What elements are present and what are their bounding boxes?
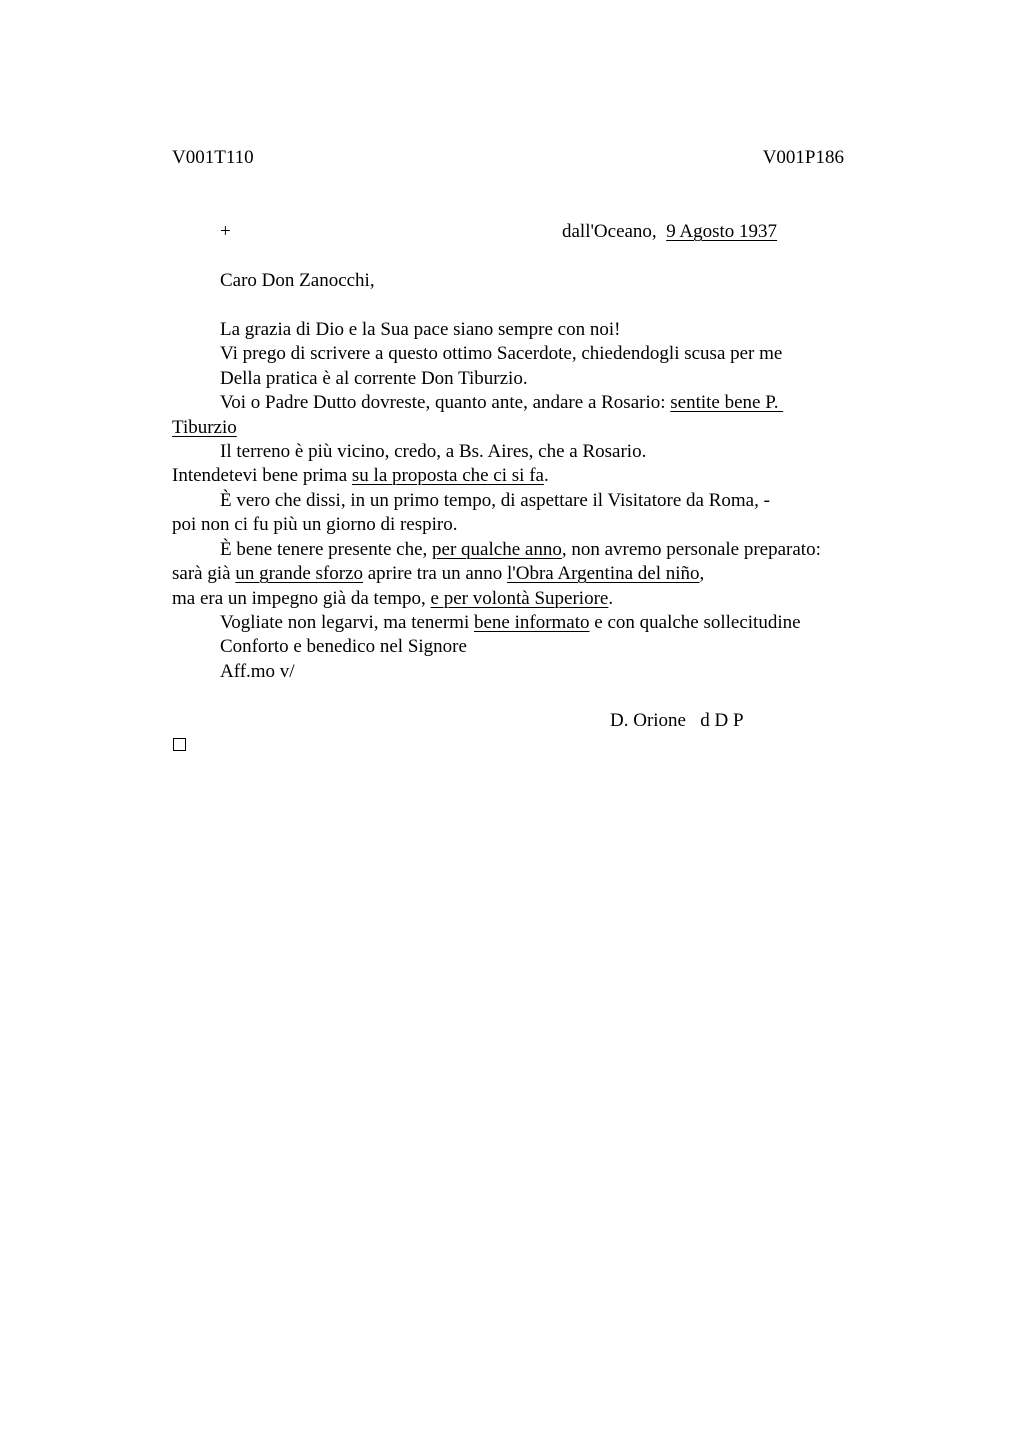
letter-line: Voi o Padre Dutto dovreste, quanto ante, andare a Rosario: sentite bene P. [220, 392, 784, 413]
underlined-text: l'Obra Argentina del niño [507, 563, 700, 584]
letter-place: dall'Oceano, [562, 221, 657, 242]
letter-line [172, 416, 237, 440]
letter-line: Vogliate non legarvi, ma tenermi bene informato e con qualche sollecitudine [220, 612, 801, 633]
underlined-text: su la proposta che ci si fa [351, 465, 544, 486]
letter-date: 9 Agosto 1937 [666, 221, 778, 242]
document-code-left: V001T110 [172, 147, 254, 168]
letter-line: Vi prego di scrivere a questo ottimo Sacerdote, chiedendogli scusa per me [220, 343, 783, 364]
underlined-text: per qualche anno [432, 539, 562, 560]
letter-line: Il terreno è più vicino, credo, a Bs. Aires, che a Rosario. [220, 441, 647, 462]
underlined-text: Tiburzio [172, 417, 237, 438]
end-marker-box [173, 738, 186, 751]
letter-line: sarà già un grande sforzo aprire tra un anno l'Obra Argentina del niño, [172, 563, 705, 584]
letter-dateline [562, 220, 777, 244]
letter-closing: Aff.mo v/ [220, 661, 295, 682]
letter-line: È bene tenere presente che, per qualche anno, non avremo personale preparato: [220, 539, 821, 560]
letter-line: Della pratica è al corrente Don Tiburzio. [220, 368, 528, 389]
underlined-text: e per volontà Superiore [430, 588, 609, 609]
letter-line: Conforto e benedico nel Signore [220, 636, 467, 657]
underlined-text: sentite bene P. [670, 392, 784, 413]
letter-signature: D. Orione d D P [610, 710, 744, 731]
document-code-right: V001P186 [762, 147, 844, 168]
letter-line: ma era un impegno già da tempo, e per volontà Superiore. [172, 588, 614, 609]
cross-mark: + [220, 221, 231, 242]
letter-line: È vero che dissi, in un primo tempo, di aspettare il Visitatore da Roma, - [220, 490, 770, 511]
underlined-text: un grande sforzo [235, 563, 363, 584]
underlined-text: bene informato [473, 612, 590, 633]
letter-salutation: Caro Don Zanocchi, [220, 270, 375, 291]
letter-line: La grazia di Dio e la Sua pace siano sempre con noi! [220, 319, 621, 340]
letter-line: Intendetevi bene prima su la proposta che ci si fa. [172, 465, 549, 486]
letter-line: poi non ci fu più un giorno di respiro. [172, 514, 458, 535]
